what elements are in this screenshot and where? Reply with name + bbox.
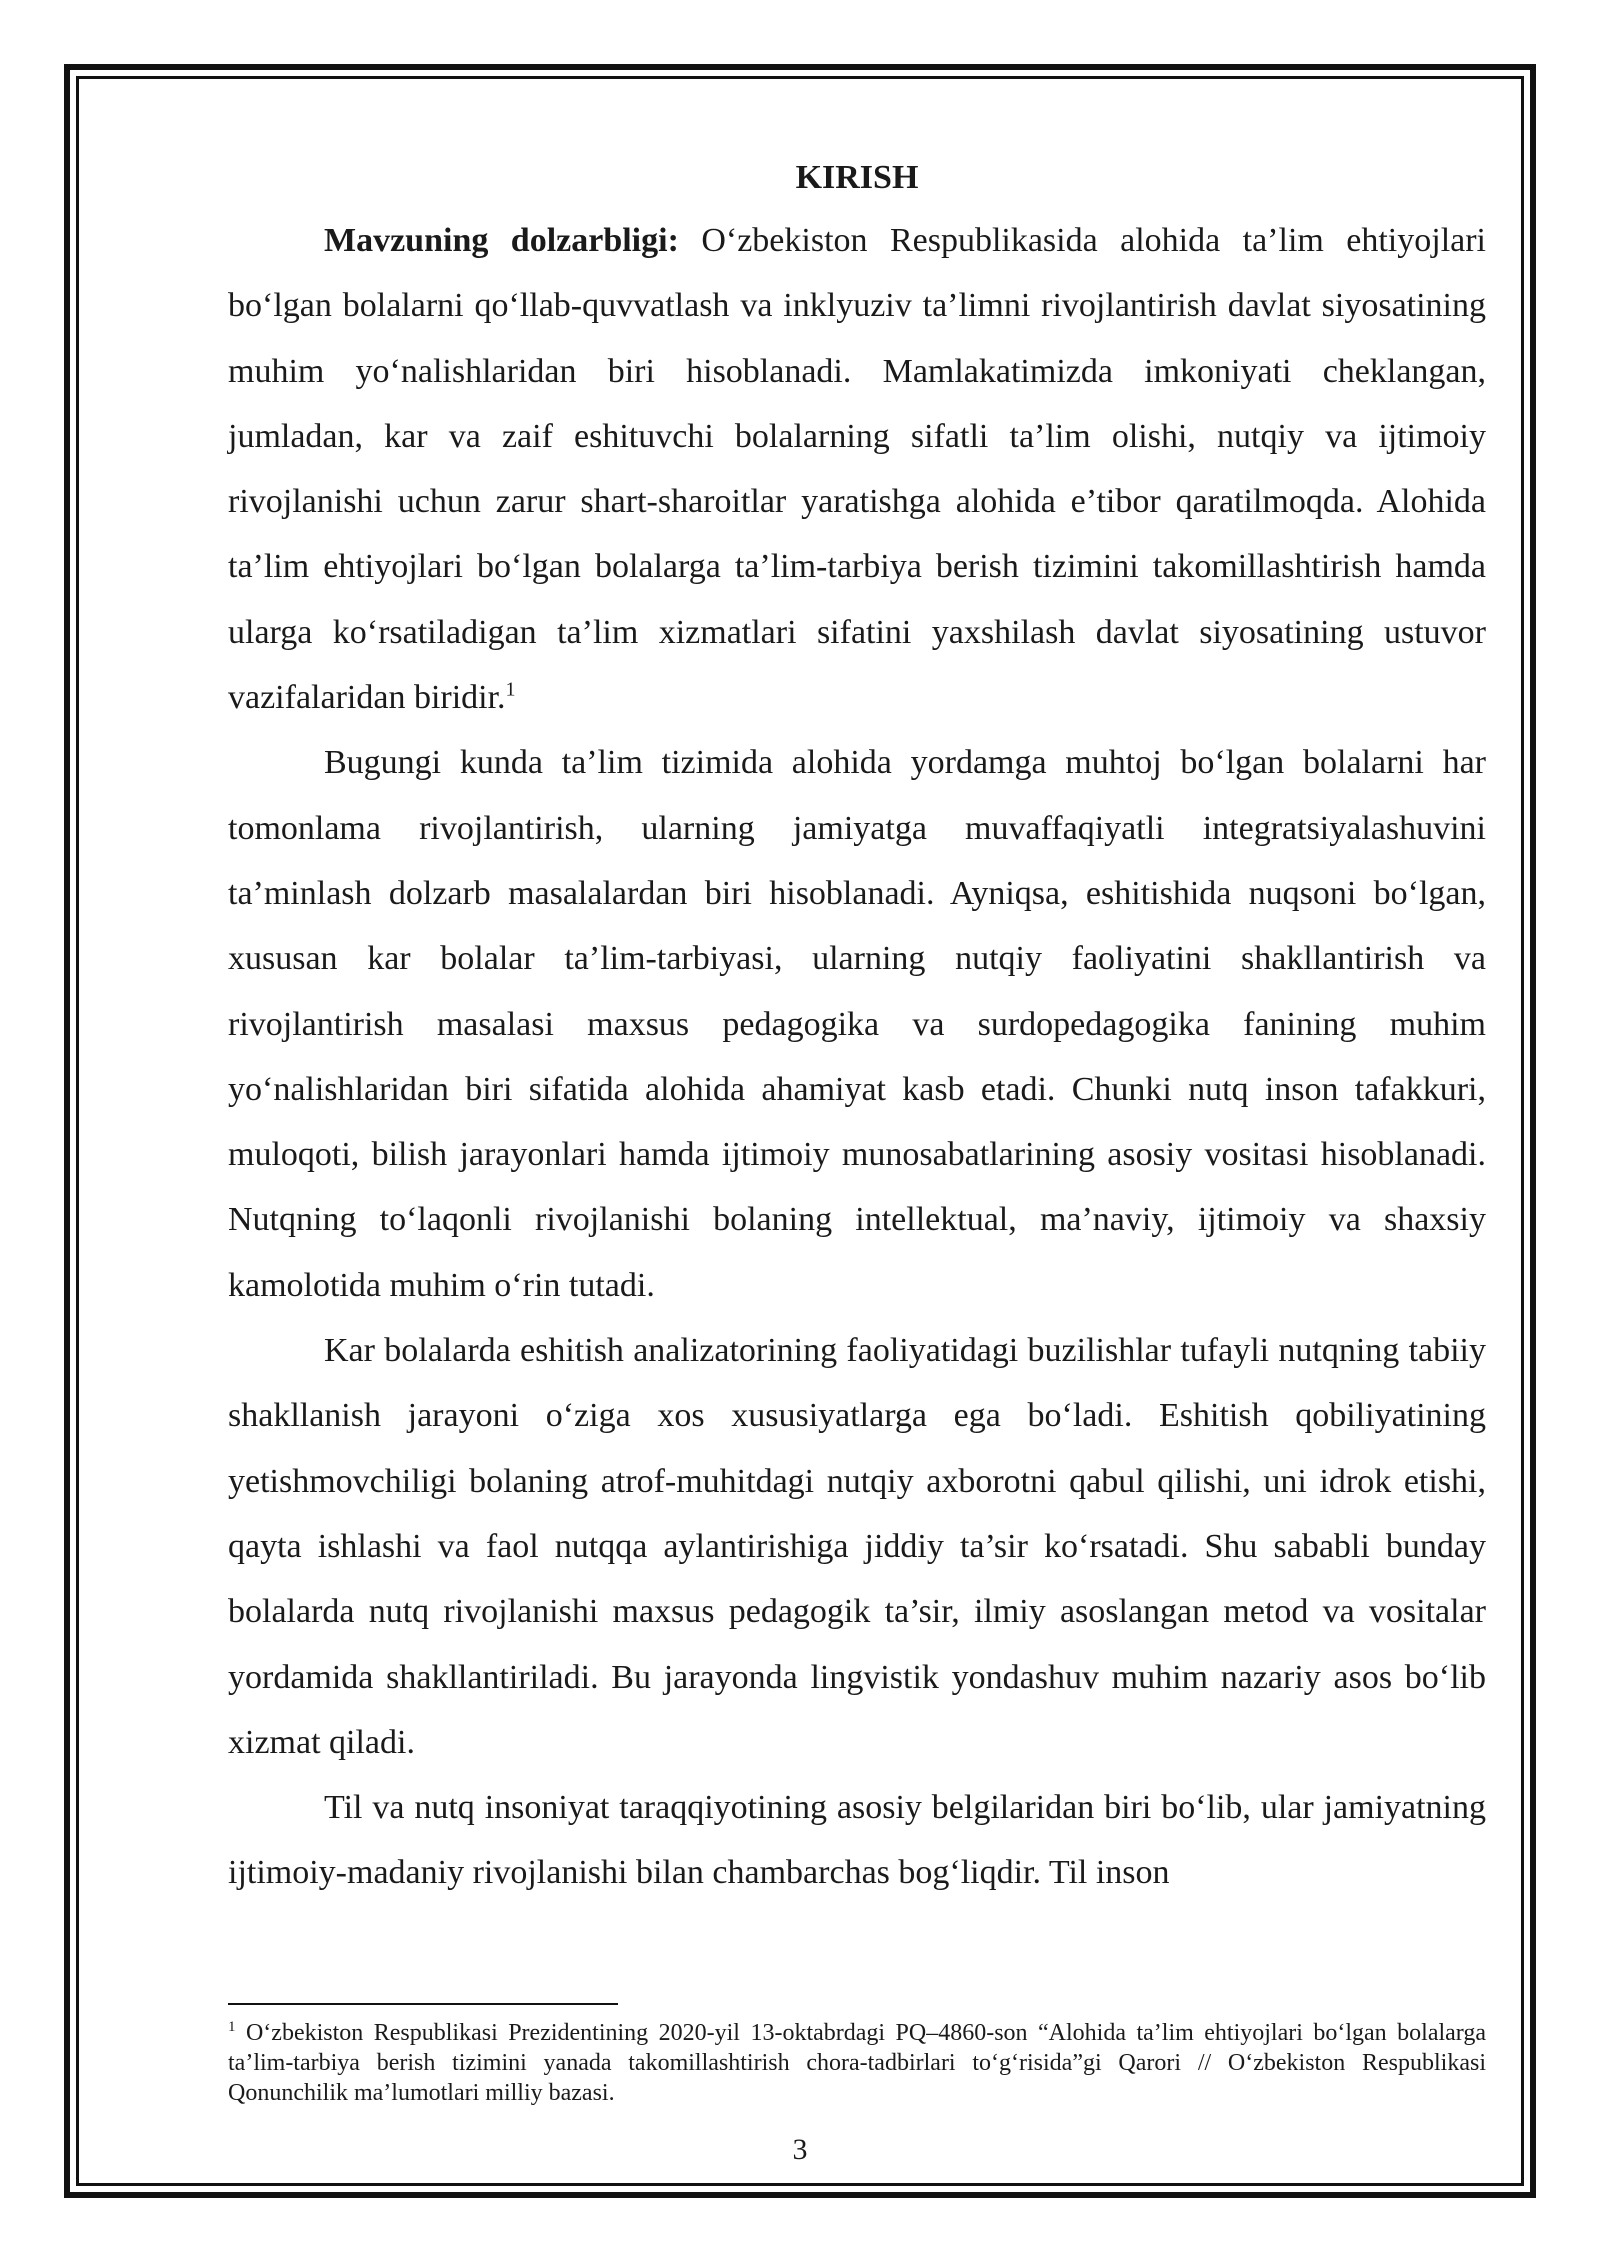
page-body [228, 148, 1486, 1906]
paragraph-relevance [228, 208, 1486, 730]
paragraph-text: O‘zbekiston Respublikasida alohida ta’lim ehtiyojlari bo‘lgan bolalarni qo‘llab-quvvatlash va inklyuziv ta’limni rivojlantirish davlat siyosatining muhim yo‘nalishlaridan biri hisoblanadi. Mamlakatimizda imkoniyati cheklangan, jumladan, kar va zaif eshituvchi bolalarning sifatli ta’lim olishi, nutqiy va ijtimoiy rivojlanishi uchun zarur shart-sharoitlar yaratishga alohida e’tibor qaratilmoqda. Alohida ta’lim ehtiyojlari bo‘lgan bolalarga ta’lim-tarbiya berish tizimini takomillashtirish hamda ularga ko‘rsatiladigan ta’lim xizmatlari sifatini yaxshilash davlat siyosatining ustuvor vazifalaridan biridir. [228, 222, 1486, 717]
footnote-text: O‘zbekiston Respublikasi Prezidentining 2020-yil 13-oktabrdagi PQ–4860-son “Alohida ta’lim ehtiyojlari bo‘lgan bolalarga ta’lim-tarbiya berish tizimini yanada takomillashtirish chora-tadbirlari to‘g‘risida”gi Qarori // O‘zbekiston Respublikasi Qonunchilik ma’lumotlari milliy bazasi. [228, 2020, 1486, 2106]
footnote-reference[interactable]: 1 [505, 678, 516, 701]
page-number: 3 [792, 2133, 808, 2166]
paragraph-body: Til va nutq insoniyat taraqqiyotining asosiy belgilaridan biri bo‘lib, ular jamiyatning ijtimoiy-madaniy rivojlanishi bilan chambarchas bog‘liqdir. Til inson [228, 1789, 1486, 1892]
footnote [228, 2018, 1486, 2108]
page-title: KIRISH [795, 159, 919, 196]
paragraph-body: Bugungi kunda ta’lim tizimida alohida yordamga muhtoj bo‘lgan bolalarni har tomonlama rivojlantirish, ularning jamiyatga muvaffaqiyatli integratsiyalashuvini ta’minlash dolzarb masalalardan biri hisoblanadi. Ayniqsa, eshitishida nuqsoni bo‘lgan, xususan kar bolalar ta’lim-tarbiyasi, ularning nutqiy faoliyatini shakllantirish va rivojlantirish masalasi maxsus pedagogika va surdopedagogika fanining muhim yo‘nalishlaridan biri sifatida alohida ahamiyat kasb etadi. Chunki nutq inson tafakkuri, muloqoti, bilish jarayonlari hamda ijtimoiy munosabatlarining asosiy vositasi hisoblanadi. Nutqning to‘laqonli rivojlanishi bolaning intellektual, ma’naviy, ijtimoiy va shaxsiy kamolotida muhim o‘rin tutadi. [228, 744, 1486, 1304]
paragraph-lead: Mavzuning dolzarbligi: [324, 222, 679, 259]
footnote-number: 1 [228, 2019, 236, 2035]
paragraph-body: Kar bolalarda eshitish analizatorining faoliyatidagi buzilishlar tufayli nutqning tabiiy shakllanish jarayoni o‘ziga xos xususiyatlarga ega bo‘ladi. Eshitish qobiliyatining yetishmovchiligi bolaning atrof-muhitdagi nutqiy axborotni qabul qilishi, uni idrok etishi, qayta ishlashi va faol nutqqa aylantirishiga jiddiy ta’sir ko‘rsatadi. Shu sababli bunday bolalarda nutq rivojlanishi maxsus pedagogik ta’sir, ilmiy asoslangan metod va vositalar yordamida shakllantiriladi. Bu jarayonda lingvistik yondashuv muhim nazariy asos bo‘lib xizmat qiladi. [228, 1332, 1486, 1761]
footnote-separator [228, 2003, 618, 2005]
